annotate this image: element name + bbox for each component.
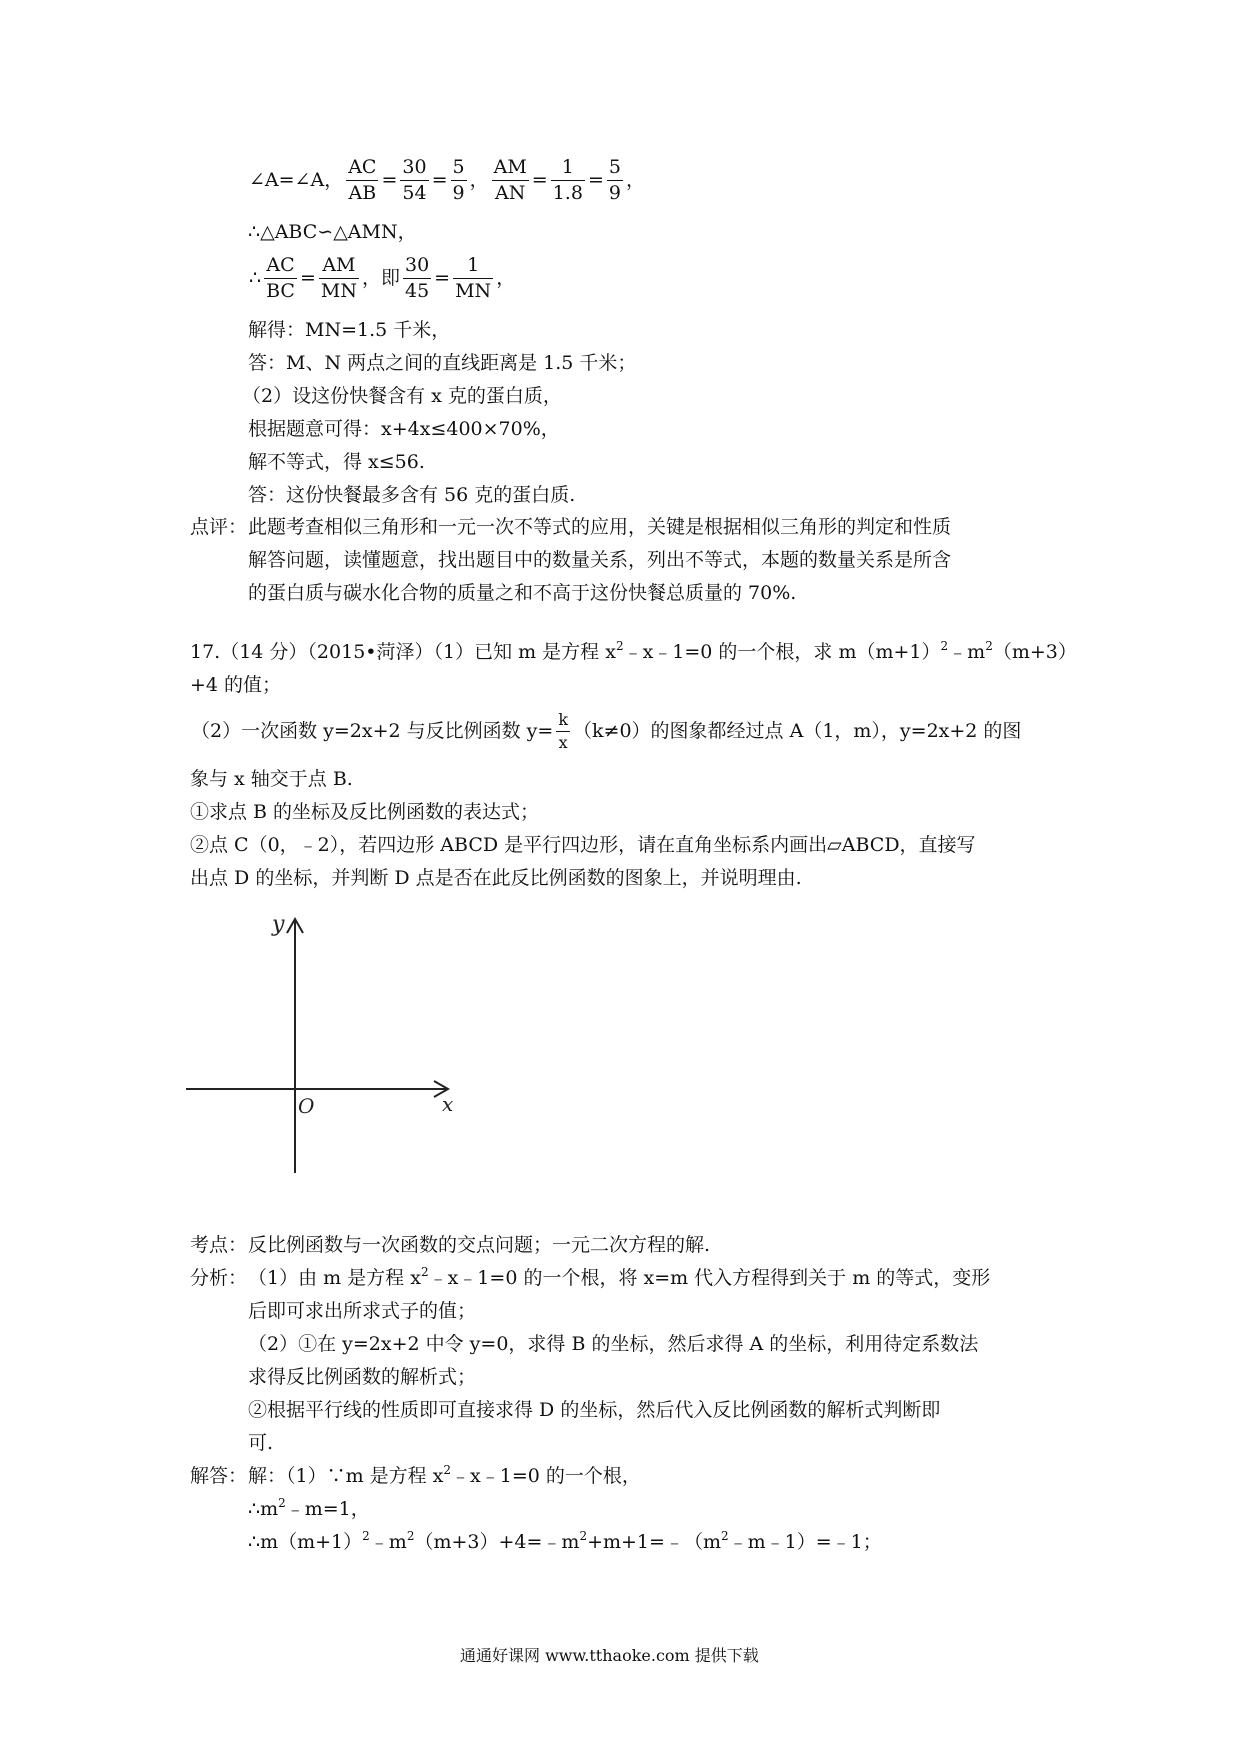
coordinate-axes-figure (180, 905, 460, 1185)
solve-mn: 解得：MN=1.5 千米， (248, 319, 451, 341)
fraction-am-an: $\frac{AM}{AN}$ (493, 156, 527, 204)
question-17-part2-line-1: （2）一次函数 y=2x+2 与反比例函数 y= $\frac{k}{x}$ （k≠0）的图象都经过点 A（1，m），y=2x+2 的图 (191, 710, 1022, 752)
part2-solve: 解不等式，得 x≤56. (248, 451, 425, 473)
answer-mn: 答：M、N 两点之间的直线距离是 1.5 千米； (248, 352, 637, 374)
fenxi-line-2: 后即可求出所求式子的值； (248, 1300, 477, 1322)
fraction-1-1.8: $\frac{1}{1.8}$ (552, 156, 583, 204)
sub-question-2-line-2: 出点 D 的坐标，并判断 D 点是否在此反比例函数的图象上，并说明理由. (190, 867, 802, 889)
kaodian-label: 考点： (190, 1234, 248, 1256)
comment-line-1: 此题考查相似三角形和一元一次不等式的应用，关键是根据相似三角形的判定和性质 (248, 516, 952, 538)
jieda-line-3: $\therefore m(m+1)^2﹣m^2(m+3)+4=﹣m^2+m+1=﹣(m^2﹣m﹣1)=﹣1$； (248, 1529, 882, 1553)
x-axis-label: x (442, 1092, 454, 1116)
fraction-k-over-x: $\frac{k}{x}$ (558, 710, 569, 752)
sub-question-2-line-1: ②点 C（0，﹣2），若四边形 ABCD 是平行四边形，请在直角坐标系内画出▱ABCD，直接写 (190, 834, 976, 856)
fenxi-line-3: （2）①在 y=2x+2 中令 y=0，求得 B 的坐标，然后求得 A 的坐标，利用待定系数法 (248, 1333, 979, 1355)
jieda-label: 解答： (190, 1465, 248, 1487)
fenxi-line-1: （1）由 m 是方程 $x^2﹣x﹣1=0$ 的一个根，将 x=m 代入方程得到关于 m 的等式，变形 (248, 1265, 991, 1289)
comment-line-2: 解答问题，读懂题意，找出题目中的数量关系，列出不等式，本题的数量关系是所含 (248, 549, 952, 571)
part2-inequality: 根据题意可得：x+4x≤400×70%， (248, 418, 560, 440)
kaodian-text: 反比例函数与一次函数的交点问题；一元二次方程的解. (248, 1234, 711, 1256)
jieda-line-2: $\therefore m^2﹣m=1$， (248, 1496, 370, 1520)
page-footer: 通通好课网 www.tthaoke.com 提供下载 (460, 1646, 759, 1665)
fraction-30-45: $\frac{30}{45}$ (404, 254, 430, 302)
part2-set-variable: （2）设这份快餐含有 x 克的蛋白质， (242, 385, 562, 407)
eq-angle-ratio: ∠A=∠A， $\frac{AC}{AB}$ = $\frac{30}{54}$ = $\frac{5}{9}$ ， $\frac{AM}{AN}$ = $\frac{1}{1.8}$ = $\frac{5}{9}$ ， (249, 156, 645, 204)
fenxi-label: 分析： (190, 1267, 248, 1289)
jieda-line-1: 解：（1）∵m 是方程 $x^2﹣x﹣1=0$ 的一个根， (248, 1463, 641, 1487)
fraction-am-mn: $\frac{AM}{MN}$ (320, 254, 357, 302)
question-17-part2-line-2: 象与 x 轴交于点 B. (190, 768, 353, 790)
question-17-line-1: 17.（14 分）（2015•菏泽）（1）已知 m 是方程 $x^2﹣x﹣1=0$ 的一个根，求 $m(m+1)^2﹣m^2(m+3)$ (190, 639, 1077, 663)
y-axis-label: y (272, 912, 285, 937)
eq1-prefix: ∠A=∠A， (249, 169, 344, 191)
comment-label: 点评： (190, 516, 248, 538)
fraction-5-9-b: $\frac{5}{9}$ (608, 156, 621, 204)
similar-triangles-line: ∴△ABC∽△AMN， (248, 221, 417, 243)
question-17-line-2: +4 的值； (190, 674, 282, 696)
eq-proportion: ∴ $\frac{AC}{BC}$ = $\frac{AM}{MN}$ ，即 $\frac{30}{45}$ = $\frac{1}{MN}$ ， (249, 254, 516, 302)
fenxi-line-5: ②根据平行线的性质即可直接求得 D 的坐标，然后代入反比例函数的解析式判断即 (248, 1399, 941, 1421)
fenxi-line-6: 可. (248, 1432, 274, 1454)
fraction-30-54: $\frac{30}{54}$ (402, 156, 427, 204)
origin-label: O (298, 1094, 315, 1118)
part2-answer: 答：这份快餐最多含有 56 克的蛋白质. (248, 484, 576, 506)
fenxi-line-4: 求得反比例函数的解析式； (248, 1366, 477, 1388)
fraction-1-mn: $\frac{1}{MN}$ (455, 254, 492, 302)
sub-question-1: ①求点 B 的坐标及反比例函数的表达式； (190, 801, 540, 823)
fraction-5-9: $\frac{5}{9}$ (452, 156, 465, 204)
fraction-ac-ab: $\frac{AC}{AB}$ (348, 156, 377, 204)
fraction-ac-bc: $\frac{AC}{BC}$ (266, 254, 295, 302)
comment-line-3: 的蛋白质与碳水化合物的质量之和不高于这份快餐总质量的 70%. (248, 582, 797, 604)
